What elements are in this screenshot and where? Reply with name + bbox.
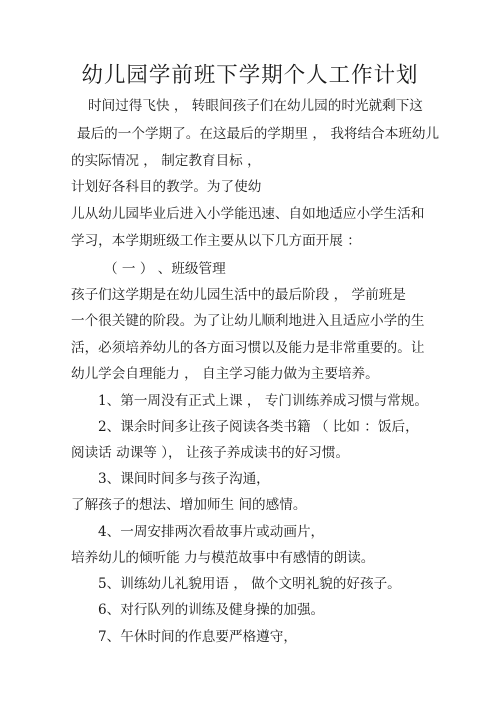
section-heading: （ 一 ） 、班级管理 xyxy=(104,261,226,277)
paragraph-line: 一个很关键的阶段。为了让幼儿顺利地进入且适应小学的生 xyxy=(71,313,425,329)
list-item: 3、课间时间多与孩子沟通， xyxy=(98,471,270,487)
list-item: 2、课余时间多让孩子阅读各类书籍 （ 比如 ：饭后， xyxy=(98,419,419,435)
paragraph-line: 学习，本学期班级工作主要从以下几方面开展 ： xyxy=(71,233,361,249)
list-item-continuation: 阅读话 动课等 ）， 让孩子养成读书的好习惯。 xyxy=(71,445,350,461)
list-item: 6、对行队列的训练及健身操的加强。 xyxy=(98,602,325,618)
paragraph-line: 儿从幼儿园毕业后进入小学能迅速、自如地适应小学生活和 xyxy=(71,206,425,222)
paragraph-line: 计划好各科目的教学。为了使幼 xyxy=(71,179,262,195)
list-item-continuation: 培养幼儿的倾听能 力与模范故事中有感情的朗读。 xyxy=(71,550,375,566)
paragraph-line: 最后的一个学期了。在这最后的学期里 ， 我将结合本班幼儿 xyxy=(77,126,440,142)
list-item-continuation: 了解孩子的想法、增加师生 间的感情。 xyxy=(71,497,307,513)
paragraph-line: 的实际情况 ， 制定教育目标 ， xyxy=(71,153,261,169)
list-item: 7、午休时间的作息要严格遵守， xyxy=(98,629,297,645)
list-item: 5、训练幼儿礼貌用语 ， 做个文明礼貌的好孩子。 xyxy=(98,576,401,592)
paragraph-line: 活，必须培养幼儿的各方面习惯以及能力是非常重要的。让 xyxy=(71,340,425,356)
paragraph-line: 时间过得飞快 ， 转眼间孩子们在幼儿园的时光就剩下这 xyxy=(88,98,423,114)
document-title: 幼儿园学前班下学期个人工作计划 xyxy=(81,63,419,88)
list-item: 4、一周安排两次看故事片或动画片， xyxy=(98,524,325,540)
paragraph-line: 幼儿学会自理能力 ， 自主学习能力做为主要培养。 xyxy=(71,366,379,382)
list-item: 1、第一周没有正式上课 ， 专门训练养成习惯与常规。 xyxy=(98,393,428,409)
paragraph-line: 孩子们这学期是在幼儿园生活中的最后阶段 ， 学前班是 xyxy=(71,287,406,303)
